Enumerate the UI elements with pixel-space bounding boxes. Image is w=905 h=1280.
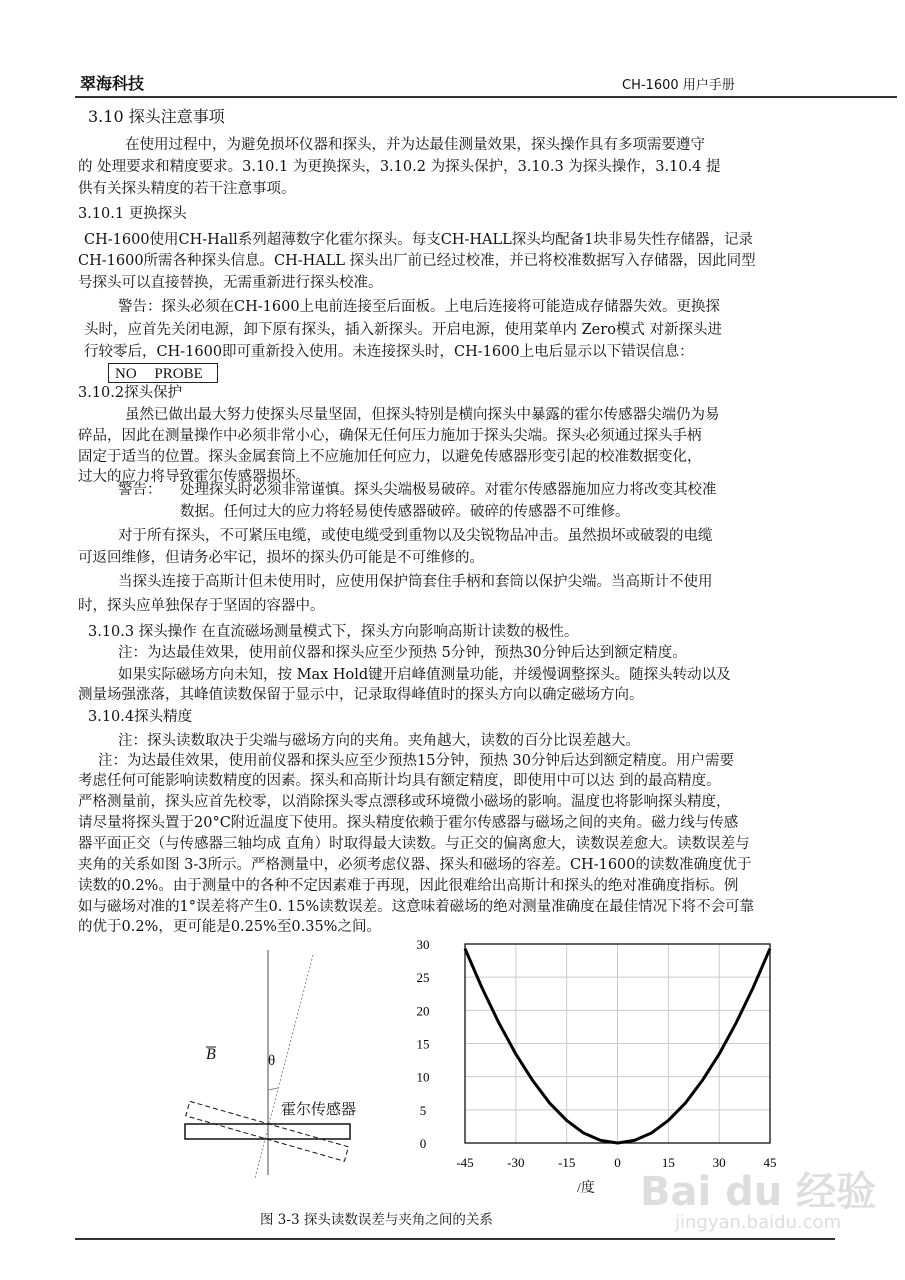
paragraph-line: 请尽量将探头置于20°C附近温度下使用。探头精度依赖于霍尔传感器与磁场之间的夹角。磁力线与传感 [78,815,739,831]
x-tick-label: -30 [507,1155,525,1170]
subsection-title: 3.10.3 探头操作 在直流磁场测量模式下，探头方向影响高斯计读数的极性。 [88,624,579,640]
theta-label: θ [268,1053,276,1069]
y-tick-label: 25 [416,970,430,986]
hall-sensor-label: 霍尔传感器 [281,1100,357,1118]
paragraph-line: 夹角的关系如图 3-3所示。严格测量中，必须考虑仪器、探头和磁场的容差。CH-1600的读数准确度优于 [78,857,752,873]
warning-label: 警告： [118,482,162,498]
paragraph-line: CH-1600使用CH-Hall系列超薄数字化霍尔探头。每支CH-HALL探头均配备1块非易失性存储器，记录 [84,232,753,248]
paragraph-line: 处理探头时必须非常谨慎。探头尖端极易破碎。对霍尔传感器施加应力将改变其校准 [180,482,717,498]
paragraph-line: 警告：探头必须在CH-1600上电前连接至后面板。上电后连接将可能造成存储器失效。更换探 [118,299,721,315]
paragraph-line: 如果实际磁场方向未知，按 Max Hold键开启峰值测量功能，并缓慢调整探头。随探头转动以及 [118,667,731,683]
y-tick-label: 20 [416,1003,430,1019]
x-tick-label: 15 [661,1155,675,1170]
paragraph-line: 固定于适当的位置。探头金属套筒上不应施加任何应力，以避免传感器形变引起的校准数据变化， [78,449,702,465]
paragraph-line: 的优于0.2%，更可能是0.25%至0.35%之间。 [78,919,381,935]
paragraph-line: 读数的0.2%。由于测量中的各种不定因素难于再现，因此很难给出高斯计和探头的绝对准确度指标。例 [78,878,739,894]
paragraph-line: 注：探头读数取决于尖端与磁场方向的夹角。夹角越大，读数的百分比误差越大。 [118,733,640,749]
paragraph-line: 当探头连接于高斯计但未使用时，应使用保护筒套住手柄和套筒以保护尖端。当高斯计不使用 [118,574,713,590]
paragraph-line: 测量场强涨落，其峰值读数保留于显示中，记录取得峰值时的探头方向以确定磁场方向。 [78,687,644,703]
intro-line: 供有关探头精度的若干注意事项。 [78,181,296,197]
paragraph-line: 头时，应首先关闭电源，卸下原有探头，插入新探头。开启电源，使用菜单内 Zero模式 对新探头进 [84,322,723,338]
figure-caption: 图 3-3 探头读数误差与夹角之间的关系 [260,1212,493,1228]
subsection-title: 3.10.1 更换探头 [78,206,187,222]
paragraph-line: 时，探头应单独保存于坚固的容器中。 [78,598,325,614]
y-tick-label: 10 [416,1069,430,1085]
x-axis-label: /度 [577,1181,595,1196]
paragraph-line: 注：为达最佳效果，使用前仪器和探头应至少预热 5分钟，预热30分钟后达到额定精度。 [118,645,687,661]
paragraph-line: 可返回维修，但请务必牢记，损坏的探头仍可能是不可维修的。 [78,550,484,566]
error-display-box: NO PROBE [108,363,218,383]
header-manual-title: CH-1600 用户手册 [622,78,735,93]
paragraph-line: 行较零后，CH-1600即可重新投入使用。未连接探头时，CH-1600上电后显示以下错误信息： [84,344,694,360]
intro-line: 的 处理要求和精度要求。3.10.1 为更换探头，3.10.2 为探头保护，3.10.3 为探头操作，3.10.4 提 [78,159,721,175]
paragraph-line: 如与磁场对准的1°误差将产生0. 15%读数误差。这意味着磁场的绝对测量准确度在最佳情况下将不会可靠 [78,899,755,915]
section-title: 3.10 探头注意事项 [88,107,225,126]
footer-rule [75,1238,835,1240]
paragraph-line: 号探头可以直接替换，无需重新进行探头校准。 [78,275,383,291]
paragraph-line: 数据。任何过大的应力将轻易使传感器破碎。破碎的传感器不可维修。 [180,504,630,520]
intro-line: 在使用过程中，为避免损坏仪器和探头，并为达最佳测量效果，探头操作具有多项需要遵守 [125,137,705,153]
paragraph-line: 器平面正交（与传感器三轴均成 直角）时取得最大读数。与正交的偏离愈大，读数误差愈大。读数误差与 [78,836,750,852]
y-tick-label: 0 [419,1136,427,1151]
y-tick-label: 30 [416,937,430,952]
x-tick-label: 0 [614,1155,621,1170]
header-company: 翠海科技 [80,74,145,93]
y-tick-label: 15 [416,1036,430,1052]
watermark-logo: Bai du 经验 [640,1169,877,1215]
subsection-title: 3.10.4探头精度 [88,709,193,725]
paragraph-line: 严格测量前，探头应首先校零，以消除探头零点漂移或环境微小磁场的影响。温度也将影响探头精度， [78,794,731,810]
x-tick-label: -15 [557,1155,576,1170]
x-tick-label: -45 [456,1155,474,1170]
x-tick-label: 45 [763,1155,777,1170]
paragraph-line: 对于所有探头，不可紧压电缆，或使电缆受到重物以及尖锐物品冲击。虽然损坏或破裂的电缆 [118,528,713,544]
x-tick-label: 30 [712,1155,726,1170]
paragraph-line: 虽然已做出最大努力使探头尽量坚固，但探头特别是横向探头中暴露的霍尔传感器尖端仍为易 [125,407,720,423]
paragraph-line: CH-1600所需各种探头信息。CH-HALL 探头出厂前已经过校准，并已将校准数据写入存储器，因此同型 [78,253,756,269]
watermark-url: jingyan.baidu.com [675,1212,842,1233]
subsection-title: 3.10.2探头保护 [78,385,183,401]
paragraph-line: 考虑任何可能影响读数精度的因素。探头和高斯计均具有额定精度，即使用中可以达 到的最高精度。 [78,773,721,789]
paragraph-line: 过大的应力将导致霍尔传感器损坏。 [78,469,310,485]
paragraph-line: 注：为达最佳效果，使用前仪器和探头应至少预热15分钟，预热 30分钟后达到额定精度。用户需要 [98,753,735,769]
b-field-label: B [206,1046,216,1063]
y-tick-label: 5 [419,1102,427,1118]
paragraph-line: 碎品，因此在测量操作中必须非常小心，确保无任何压力施加于探头尖端。探头必须通过探头手柄 [78,428,702,444]
